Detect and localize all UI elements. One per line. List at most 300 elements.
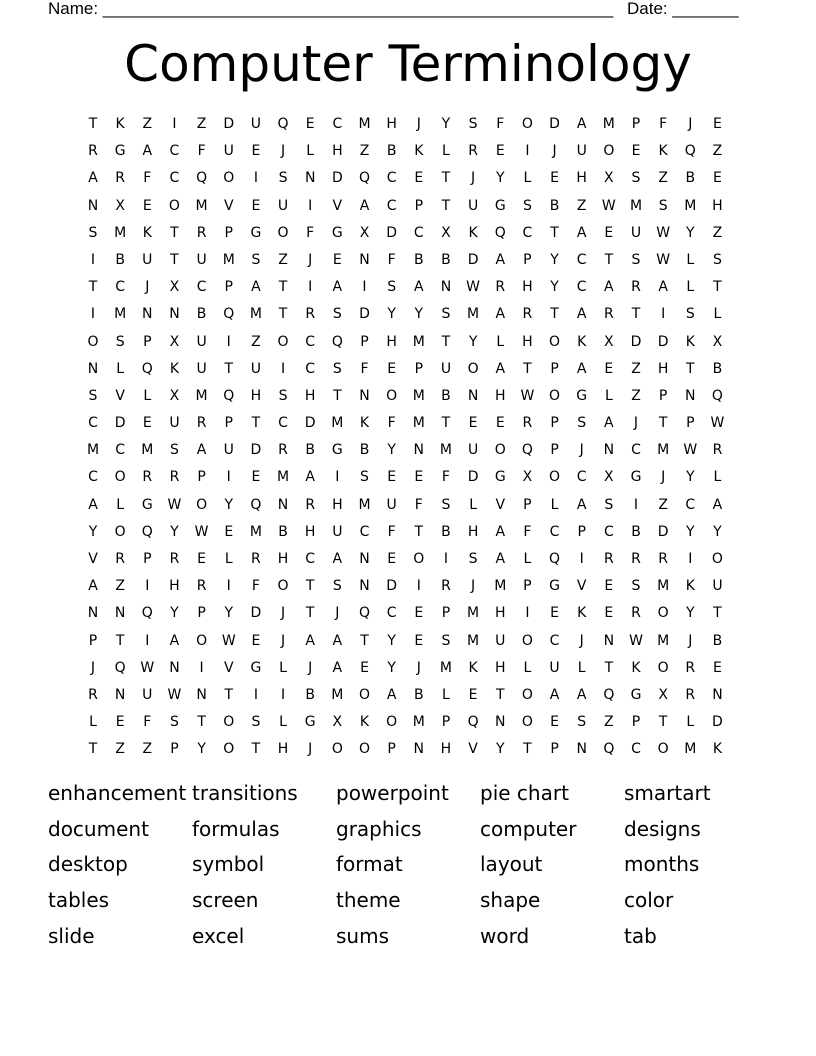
grid-letter: Z (576, 197, 587, 214)
grid-letter: D (712, 714, 723, 731)
grid-letter: L (306, 143, 315, 160)
grid-letter: G (331, 224, 343, 241)
grid-letter: Q (467, 714, 479, 731)
grid-letter: G (549, 578, 560, 595)
grid-letter: W (656, 251, 671, 268)
grid-letter: Q (114, 659, 126, 676)
word-list-item: desktop (48, 852, 128, 876)
grid-letter: B (549, 197, 560, 214)
grid-letter: U (196, 251, 207, 268)
grid-letter: T (278, 306, 288, 323)
grid-letter: X (658, 686, 668, 703)
grid-letter: J (416, 116, 421, 132)
grid-letter: K (115, 116, 125, 132)
grid-letter: M (86, 442, 100, 459)
grid-letter: N (196, 686, 207, 703)
grid-letter: R (495, 279, 506, 296)
grid-letter: L (279, 714, 287, 731)
grid-letter: M (657, 578, 670, 595)
grid-letter: P (550, 360, 559, 377)
grid-letter: C (386, 170, 397, 187)
grid-letter: E (604, 578, 614, 595)
grid-letter: D (304, 415, 316, 432)
grid-letter: T (523, 360, 532, 377)
grid-letter: X (169, 333, 180, 350)
grid-letter: E (224, 523, 234, 540)
grid-letter: T (550, 224, 559, 241)
grid-letter: S (604, 496, 614, 513)
grid-letter: R (522, 306, 533, 323)
word-list-item: format (336, 852, 403, 876)
grid-letter: D (386, 578, 398, 595)
grid-letter: E (197, 551, 207, 567)
grid-letter: F (496, 116, 505, 132)
grid-row (83, 657, 733, 684)
grid-letter: L (89, 714, 97, 731)
grid-letter: P (523, 578, 532, 595)
grid-letter: J (308, 741, 313, 758)
grid-letter: A (386, 686, 397, 703)
grid-letter: J (633, 415, 639, 432)
grid-letter: U (386, 496, 397, 513)
grid-letter: O (331, 741, 343, 758)
grid-letter: R (88, 686, 98, 703)
grid-letter: N (603, 442, 615, 459)
grid-letter: H (467, 523, 479, 540)
grid-row (83, 358, 733, 385)
grid-letter: E (550, 605, 559, 622)
grid-letter: B (441, 387, 451, 404)
grid-letter: T (224, 686, 234, 703)
grid-letter: M (249, 523, 262, 540)
grid-letter: Y (387, 306, 396, 323)
grid-letter: Q (603, 686, 615, 703)
grid-letter: E (414, 605, 424, 622)
grid-letter: T (604, 251, 614, 268)
grid-letter: X (604, 170, 614, 187)
grid-letter: O (223, 170, 235, 187)
grid-letter: K (658, 143, 668, 160)
grid-letter: Y (88, 523, 98, 540)
grid-letter: K (142, 224, 152, 241)
grid-letter: N (467, 387, 479, 404)
name-field: Name: ______________________________________________________ (48, 0, 614, 18)
word-list-item: months (624, 852, 700, 876)
grid-letter: S (169, 442, 179, 459)
grid-letter: L (523, 170, 532, 187)
grid-letter: J (308, 251, 313, 268)
word-list-item: symbol (192, 852, 265, 876)
grid-letter: C (631, 741, 641, 758)
grid-letter: I (280, 360, 286, 377)
grid-letter: J (579, 442, 584, 459)
grid-letter: D (250, 605, 262, 622)
grid-row (83, 113, 733, 140)
grid-letter: S (251, 251, 261, 268)
grid-letter: U (250, 360, 262, 377)
grid-letter: C (386, 197, 397, 214)
grid-letter: P (523, 251, 532, 268)
grid-letter: O (657, 741, 669, 758)
grid-letter: N (576, 741, 587, 758)
grid-letter: B (441, 251, 451, 268)
grid-letter: V (115, 387, 125, 404)
grid-letter: Z (712, 224, 723, 241)
grid-letter: E (604, 605, 614, 622)
grid-letter: X (169, 387, 180, 404)
grid-letter: A (332, 279, 343, 296)
grid-letter: G (250, 659, 262, 676)
grid-letter: E (713, 170, 722, 187)
grid-letter: D (657, 523, 669, 540)
grid-letter: J (471, 578, 476, 595)
grid-letter: G (141, 496, 153, 513)
grid-letter: S (278, 387, 288, 404)
grid-letter: S (332, 306, 342, 323)
grid-letter: I (362, 279, 367, 296)
grid-letter: W (194, 523, 209, 540)
grid-letter: O (277, 224, 289, 241)
grid-letter: Z (196, 116, 207, 132)
grid-letter: J (280, 605, 286, 622)
grid-letter: S (441, 306, 451, 323)
grid-letter: R (685, 686, 696, 703)
grid-row (83, 548, 733, 575)
grid-letter: C (115, 279, 126, 296)
grid-letter: H (250, 387, 262, 404)
grid-letter: Q (141, 605, 153, 622)
grid-letter: O (657, 605, 669, 622)
grid-letter: N (114, 605, 126, 622)
grid-letter: C (631, 442, 641, 459)
grid-row (83, 602, 733, 629)
grid-letter: K (359, 714, 370, 731)
grid-letter: S (88, 224, 98, 241)
grid-letter: E (387, 469, 397, 486)
grid-letter: Z (278, 251, 288, 268)
grid-letter: I (90, 306, 96, 323)
grid-letter: E (142, 415, 152, 432)
grid-letter: D (549, 116, 560, 132)
grid-letter: A (332, 632, 343, 649)
word-list-item: graphics (336, 817, 422, 841)
grid-letter: O (521, 116, 533, 132)
grid-letter: M (657, 632, 670, 649)
grid-letter: F (414, 496, 423, 513)
grid-letter: E (550, 170, 559, 187)
grid-letter: O (223, 714, 235, 731)
grid-letter: T (115, 632, 125, 649)
grid-letter: A (495, 360, 506, 377)
grid-letter: S (88, 387, 98, 404)
grid-letter: Y (686, 605, 695, 622)
word-list-item: color (624, 888, 674, 912)
grid-letter: P (441, 605, 451, 622)
grid-letter: U (549, 659, 560, 676)
grid-letter: I (579, 551, 584, 567)
grid-letter: A (251, 279, 261, 296)
grid-letter: C (115, 442, 126, 459)
grid-letter: P (224, 415, 233, 432)
grid-letter: E (713, 659, 722, 676)
grid-letter: C (278, 415, 288, 432)
grid-letter: X (359, 224, 370, 241)
grid-letter: E (631, 143, 641, 160)
grid-letter: X (332, 714, 343, 731)
grid-letter: Z (115, 578, 125, 595)
grid-letter: O (358, 686, 371, 703)
word-list-item: slide (48, 924, 95, 948)
grid-letter: R (305, 496, 316, 513)
grid-row (83, 331, 733, 358)
grid-letter: Q (521, 442, 533, 459)
grid-letter: J (661, 469, 666, 486)
grid-letter: M (195, 197, 208, 214)
grid-letter: H (494, 387, 506, 404)
grid-letter: Z (251, 333, 261, 350)
word-list-item: tab (624, 924, 657, 948)
grid-letter: C (305, 333, 316, 350)
grid-letter: X (169, 279, 180, 296)
grid-letter: W (520, 387, 535, 404)
word-list-item: excel (192, 924, 245, 948)
grid-row (83, 412, 733, 439)
grid-letter: N (495, 714, 506, 731)
grid-letter: R (603, 551, 614, 567)
grid-letter: T (88, 116, 98, 132)
grid-row (83, 466, 733, 493)
grid-letter: O (114, 523, 126, 540)
grid-letter: B (386, 143, 397, 160)
grid-row (83, 385, 733, 412)
grid-letter: M (222, 251, 235, 268)
grid-letter: C (169, 170, 180, 187)
grid-letter: N (685, 387, 696, 404)
word-list-item: pie chart (480, 781, 569, 805)
grid-letter: L (686, 714, 695, 731)
grid-letter: Q (358, 170, 371, 187)
grid-letter: Y (414, 306, 424, 323)
grid-letter: I (172, 116, 177, 132)
grid-letter: A (658, 279, 668, 296)
grid-letter: A (495, 251, 506, 268)
grid-letter: T (658, 714, 668, 731)
grid-letter: N (413, 741, 425, 758)
grid-letter: H (277, 551, 289, 567)
grid-letter: M (439, 442, 452, 459)
grid-letter: P (631, 714, 641, 731)
grid-letter: F (387, 523, 396, 540)
grid-letter: U (440, 360, 452, 377)
grid-letter: C (685, 496, 696, 513)
grid-letter: A (549, 686, 560, 703)
grid-letter: G (304, 714, 316, 731)
grid-letter: T (333, 387, 342, 404)
grid-letter: Z (631, 360, 641, 377)
grid-letter: N (87, 360, 99, 377)
page-title: Computer Terminology (124, 35, 692, 93)
grid-letter: M (114, 224, 127, 241)
grid-letter: J (688, 116, 693, 132)
grid-letter: E (305, 116, 315, 132)
grid-letter: U (169, 415, 180, 432)
grid-letter: K (359, 415, 370, 432)
grid-row (83, 738, 733, 765)
grid-letter: T (360, 632, 369, 649)
grid-letter: L (577, 659, 586, 676)
grid-letter: I (661, 306, 666, 323)
grid-letter: M (494, 578, 507, 595)
grid-letter: M (657, 442, 670, 459)
grid-letter: I (253, 170, 258, 187)
grid-letter: E (495, 415, 505, 432)
grid-letter: H (332, 496, 343, 513)
grid-letter: K (468, 659, 478, 676)
grid-letter: G (630, 686, 642, 703)
grid-letter: M (249, 306, 262, 323)
grid-letter: A (332, 659, 343, 676)
grid-letter: H (169, 578, 180, 595)
grid-letter: E (713, 116, 722, 132)
grid-letter: D (250, 442, 262, 459)
grid-letter: J (579, 632, 584, 649)
grid-letter: Y (686, 523, 695, 540)
grid-letter: J (280, 143, 286, 160)
grid-row (83, 684, 733, 711)
grid-letter: O (87, 333, 99, 350)
grid-letter: F (143, 170, 152, 187)
grid-letter: R (115, 551, 125, 567)
grid-letter: X (441, 224, 451, 241)
grid-letter: H (576, 170, 587, 187)
grid-letter: C (332, 116, 343, 132)
grid-letter: E (387, 360, 397, 377)
grid-letter: Y (441, 116, 451, 132)
grid-letter: Q (549, 551, 561, 567)
grid-letter: A (305, 632, 315, 649)
grid-letter: Y (468, 333, 478, 350)
grid-letter: A (142, 143, 153, 160)
grid-letter: R (169, 469, 180, 486)
grid-letter: Q (358, 605, 371, 622)
grid-letter: L (550, 496, 559, 513)
grid-letter: P (631, 116, 641, 132)
grid-letter: F (387, 415, 396, 432)
grid-letter: R (169, 551, 180, 567)
grid-letter: S (577, 415, 587, 432)
grid-letter: C (169, 143, 180, 160)
grid-letter: C (522, 224, 533, 241)
grid-letter: P (414, 197, 424, 214)
word-list-item: layout (480, 852, 543, 876)
grid-letter: P (88, 632, 98, 649)
grid-letter: S (115, 333, 125, 350)
grid-letter: M (141, 442, 154, 459)
grid-letter: W (221, 632, 236, 649)
grid-letter: A (196, 442, 207, 459)
grid-letter: F (441, 469, 450, 486)
grid-letter: S (360, 469, 369, 486)
grid-letter: Z (658, 496, 668, 513)
word-list-item: formulas (192, 817, 280, 841)
grid-letter: Q (250, 496, 262, 513)
grid-letter: F (523, 523, 532, 540)
grid-letter: N (169, 659, 180, 676)
grid-letter: F (659, 116, 668, 132)
grid-letter: S (332, 360, 342, 377)
grid-letter: O (521, 714, 533, 731)
grid-letter: C (603, 523, 614, 540)
grid-letter: O (386, 387, 398, 404)
grid-letter: Y (495, 170, 505, 187)
grid-letter: T (495, 686, 505, 703)
grid-letter: Z (115, 741, 125, 758)
grid-letter: T (197, 714, 206, 731)
grid-letter: N (359, 387, 370, 404)
grid-letter: P (224, 279, 233, 296)
word-list-item: smartart (624, 781, 711, 805)
grid-letter: T (278, 279, 288, 296)
grid-letter: C (196, 279, 207, 296)
grid-letter: M (277, 469, 290, 486)
grid-letter: L (523, 551, 532, 567)
grid-letter: S (169, 714, 179, 731)
grid-letter: M (439, 659, 452, 676)
grid-letter: U (495, 632, 506, 649)
grid-letter: J (308, 659, 313, 676)
grid-letter: Q (196, 170, 208, 187)
grid-row (83, 249, 733, 276)
grid-letter: R (685, 659, 696, 676)
grid-letter: P (577, 523, 586, 540)
grid-letter: G (114, 143, 126, 160)
grid-letter: H (522, 333, 533, 350)
grid-letter: Z (631, 387, 641, 404)
grid-letter: W (656, 224, 671, 241)
grid-letter: D (331, 170, 343, 187)
grid-letter: M (602, 116, 615, 132)
grid-letter: L (713, 306, 722, 323)
grid-letter: Y (387, 632, 396, 649)
grid-letter: Q (223, 306, 235, 323)
grid-letter: Q (141, 523, 153, 540)
grid-letter: J (552, 143, 557, 160)
grid-letter: M (684, 197, 697, 214)
grid-letter: B (305, 442, 315, 459)
grid-letter: L (496, 333, 505, 350)
grid-letter: G (576, 387, 588, 404)
grid-letter: Q (711, 387, 723, 404)
grid-letter: L (604, 387, 613, 404)
grid-letter: Y (387, 442, 396, 459)
grid-letter: V (495, 496, 506, 513)
grid-letter: U (467, 197, 479, 214)
grid-letter: P (550, 741, 559, 758)
grid-letter: D (467, 251, 479, 268)
grid-letter: M (358, 496, 371, 513)
grid-letter: Q (684, 143, 696, 160)
grid-letter: V (576, 578, 587, 595)
grid-letter: A (332, 551, 343, 567)
grid-letter: N (413, 442, 425, 459)
grid-letter: Z (604, 714, 614, 731)
grid-letter: I (416, 578, 421, 595)
grid-letter: M (467, 632, 480, 649)
grid-letter: C (305, 360, 316, 377)
grid-letter: X (115, 197, 125, 214)
grid-letter: H (522, 279, 533, 296)
grid-letter: T (523, 741, 532, 758)
